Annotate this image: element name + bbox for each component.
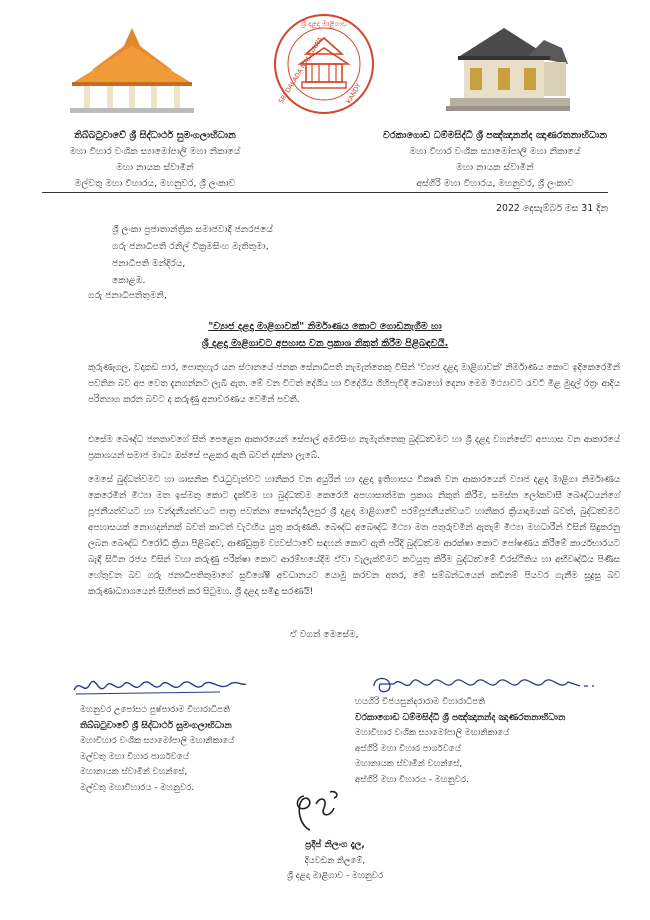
signatory-right-line4: අස්ගිරි මහා විහාර පාර්ශවයේ [355,743,461,754]
header-left-block [40,128,270,192]
signatory-left-line1: මහනුවර උපෝසථ පුෂ්පාරාම විහාරාධිපති [80,705,230,715]
seal-bottom-text: KANDY [344,81,363,105]
signatory-right-line6: අස්ගිරි මහා විහාරය - මහනුවර. [355,774,469,785]
signatory-left-line4: මල්වතු මහා විහාර පාර්ශවයේ [80,751,190,762]
salutation: ගරු ජනාධිපතිතුමනි, [88,290,167,301]
signatory-right-name: වරකාගොඩ ධම්මසිද්ධි ශ්‍රී පඤ්ඤානන්ද ඤාණරතනාභිධාන [355,712,566,723]
body-paragraph-3: මෙසේ බුද්ධත්වමට හා ශාසනික විරැධුවැත්වට හානිකර වන අයුරින් හා දළදා ඉතිහාසය විකෘති වන ආකාරයෙන් ව්‍යාජ දළදා මාළිගා නිර්මාණය කෙරෙමින් මිථ්‍යා මත ඉස්මතු කොට දැක්වීම හා බුද්ධත්‍වම කෙරෙහි අපහාසාත්මක ප්‍රකාශ නිකුත් කිරීම, සමස්ත ලෝකවාසී බෞද්ධයන්ගේ පූජනීයත්වයට හා වන්දනීයත්වයට පාත්‍ර පවත්නා සෞන්දර්‍යලපුර ශ්‍රී දළදා මාළිගාවේ පරම්පූජනීයත්වයට හානිකර ක්‍රියාදාමයක් බවත්, බුද්ධත්‍වමට අපහාසයක් නොහදන්නක් බවත් කාටත් වැටහිය යුතු කරුණකි. බෞද්ධ අබෞද්ධ මිථ්‍යා මත පතුරුවමින් ඇතැම් මිථ්‍යා මහධාරීන් විසින් සිදුකරනු ලබන බෞද්ධ විරෝධී ක්‍රියා පිළිබඳව, ආණ්ඩුක්‍රම ව්‍යවස්ථාවේ සඳහන් කොට ඇති පරිදි බුද්ධත්‍වම ආරක්ෂා කොට පෝෂණය කිරීමේ කාර්යභාරයට බැඳී සිටින රජය විසින් වහා කරුණු පරීක්ෂා කොට ආරම්භයේදීම ඒවා වැලැක්වීමට කටයුතු කිරීම බුද්ධත්‍වමේ චිරස්ථිතිය හා අභිවෘද්ධිය පිණිස හේතුවන බව ගරු ජනාධිපතිතුමාගේ සුවිශේෂී අවධානයට යොමු කරවන අතර, මේ සම්බන්ධයෙන් කඩිනම් පියවර ගැනීම සුදුසු බව කරුණාධ්‍යාශයෙන් සිහිපත් කර සිටුමහ. ශ්‍රී දළදා සමිඳු සරණයි! [88,475,620,597]
signatory-right [355,695,615,788]
recipient-address [112,221,273,289]
signatory-left [80,703,320,796]
signatory-left-line6: මල්වතු මහාවිහාරය - මහනුවර. [80,782,195,793]
signatory-right-line1: හයගිරි විජයසුන්දරාරාම විහාරාධිපති [355,697,486,707]
signatory-bottom-name: ප්‍රදීප් නිලංග දෑල, [305,840,365,850]
signatory-bottom-line3: ශ්‍රී දළදා මාළිගාව - මහනුවර [286,871,384,881]
body-paragraph-2: එසේම බෞද්ධ ජනතාවගේ සිත් පෙළෙන ආකාරයෙන් සේපාල් අමරසිංහ නැමැත්තෙකු බුද්ධත්‍වමට හා ශ්‍රී දළදා වහන්සේට අපහාස වන ආකාරයේ ප්‍රකාශයන් සමාජ මාධ්‍ය ඔස්සේ පළකර ඇති බවත් දක්නා ලැබේ. [88,435,620,461]
header-left-line3: මහා නායක ස්වාමීන් [116,162,194,173]
signatory-bottom-line2: දියවඩන නිලමේ, [304,855,366,866]
address-line4: කොළඹ. [112,275,146,286]
temple-pavilion-icon [62,26,202,114]
closing-line: ඒ වගත් මෙසේම, [290,629,359,640]
header-right-line3: මහා නායක ස්වාමීන් [456,162,534,173]
signature-left [70,672,250,702]
signatory-left-line5: මහානායක ස්වාමීන් වහන්සේ, [80,767,188,777]
temple-shrine-icon [444,26,572,112]
address-line2: ගරු ජනාධිපති රනිල් වික්‍රමසිංහ මැතිතුමා, [112,241,269,252]
subject-heading [150,318,500,352]
signatory-right-line3: මහාවිහාර වංශික ස්‍යාමෝපාලි මහානිකායේ [355,728,510,738]
letter-date: 2022 දෙසැම්බර් මස 31 දින [496,203,608,214]
body-paragraph-1: කුරුණෑගල, වදාකඩ පාර, පොතුහැර යන ස්ථානයේ ජනක සේනාධිපති නැමැත්තෙකු විසින් 'ව්‍යාජ දළදා මාළිගාවක්' නිර්මාණය කොට ඉදිකෙරෙමින් පවතින බව අප වෙත දැනගන්නට ලැබී ඇත. මේ වන විටත් දේශීය හා විදේශීය ගිහිපැවිදි බොහෝ දෙනා මෙම මිථ්‍යාවට රැවටී මිළ මුදල් රත්‍රං ආදිය පරිත්‍යාග කරන බවට ද කරුණු අනාවරණය වෙමින් පවතී. [88,363,620,405]
header-left-name: තිබ්බටුවාවේ ශ්‍රී සිද්ධාර්ථ සුමංගලාභිධාන [74,130,236,141]
header-right-name: වරකාගොඩ ධම්මසිද්ධි ශ්‍රී පඤ්ඤානන්ද ඤාණරතනාභිධාන [382,130,608,141]
seal-middle-text: SRI DALADA MALIGAWA [276,35,325,106]
signatory-right-line5: මහානායක ස්වාමීන් වහන්සේ, [355,759,463,769]
signatory-bottom [240,838,430,885]
subject-line2: ශ්‍රී දළදා මාළිගාවට අපහාස වන ප්‍රකාශ නිකුත් කිරීම පිළිබඳවයි. [201,338,449,349]
address-line3: ජනාධිපති මන්දිරය, [112,258,186,269]
header-right-line2: මහා විහාර වංශික ස්‍යාමෝපාලි මහා නිකායේ [409,146,581,157]
subject-line1: "ව්‍යාජ දළදා මාළිගාවක්" නිර්මාණය කොට ගොඩනැගීම හා [208,321,442,332]
header-right-block [370,128,620,192]
address-line1: ශ්‍රී ලංකා ප්‍රජාතාන්ත්‍රික සමාජවාදී ජනරජයේ [112,224,273,235]
signatory-left-name: තිබ්බටුවාවේ ශ්‍රී සිද්ධාර්ථ සුමංගලාභිධාන [80,720,232,731]
dalada-maligawa-seal [272,12,376,116]
seal-top-text: ශ්‍රී දළදා මාළිගාව [300,20,348,28]
header-right-line4: අස්ගිරි මහා විහාරය, මහනුවර, ශ්‍රී ලංකාව [416,178,574,189]
signatory-left-line3: මහාවිහාර වංශික ස්‍යාමෝපාලි මහානිකායේ [80,736,235,746]
header-left-line2: මහා විහාර වංශික ස්‍යාමෝපාලි මහා නිකායේ [69,146,241,157]
header-divider [42,192,608,193]
header-left-line4: මල්වතු මහා විහාරය, මහනුවර, ශ්‍රී ලංකාව [74,178,236,189]
